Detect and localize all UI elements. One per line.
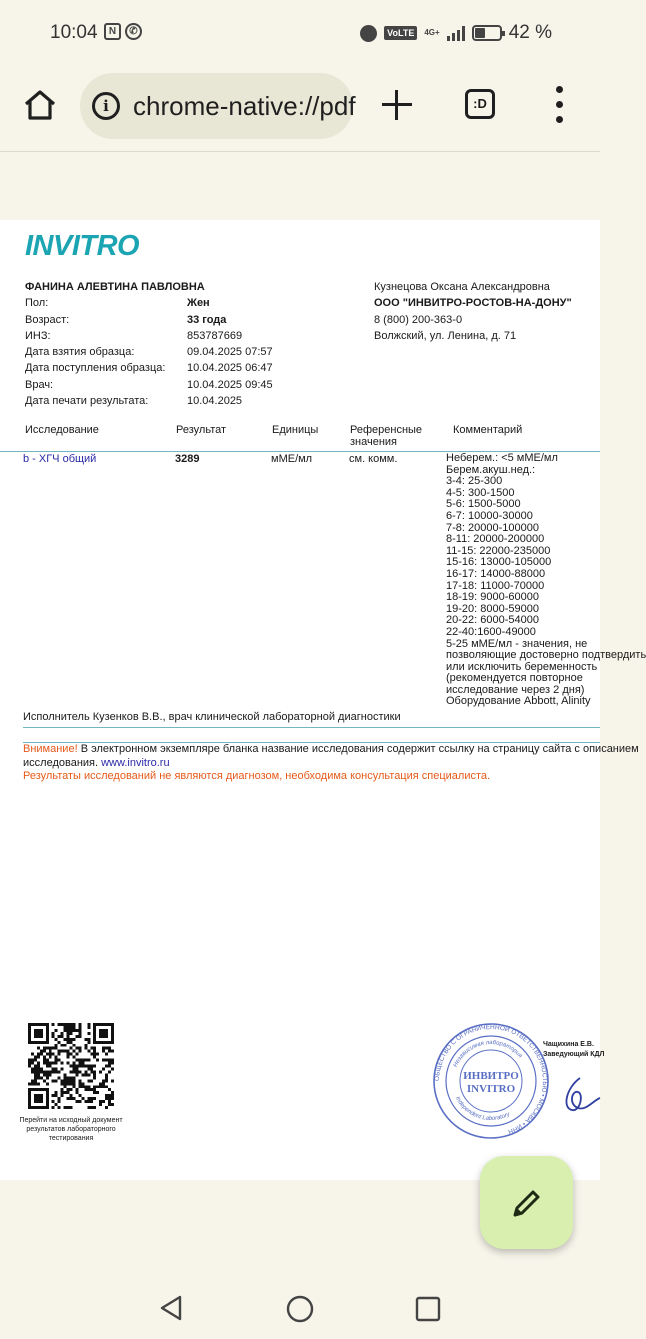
patient-row-value: 10.04.2025 <box>187 395 243 408</box>
comment-line: 20-22: 6000-54000 <box>446 614 539 627</box>
results-table-header <box>0 424 600 452</box>
signer-name: Чащихина Е.В. <box>543 1041 594 1048</box>
patient-row-label: Дата взятия образца: <box>25 346 135 359</box>
comment-line: (рекомендуется повторное <box>446 672 583 685</box>
test-reference: см. комм. <box>349 453 398 465</box>
viber-icon: ✆ <box>125 23 142 40</box>
battery-icon <box>472 25 502 41</box>
home-icon <box>22 87 58 123</box>
patient-name: ФАНИНА АЛЕВТИНА ПАВЛОВНА <box>25 281 205 293</box>
header-reference <box>350 424 422 448</box>
pencil-icon <box>510 1186 544 1220</box>
header-reference-line2: значения <box>350 436 398 448</box>
url-text[interactable]: chrome-native://pdf <box>133 91 356 121</box>
comment-line: 4-5: 300-1500 <box>446 486 515 499</box>
system-nav-bar <box>0 1270 600 1339</box>
notice-text: В электронном экземпляре бланка название исследования содержит ссылку на страницу сайта с описанием <box>77 743 639 755</box>
signer <box>543 1040 604 1060</box>
notice-block <box>23 742 639 784</box>
patient-row-label: Пол: <box>25 297 49 310</box>
stamp-ring-text: ОБЩЕСТВО С ОГРАНИЧЕННОЙ ОТВЕТСТВЕННОСТЬЮ • МОСКВА • ИНН <box>433 1023 549 1135</box>
patient-row-value: Жен <box>187 297 210 310</box>
clinic-info <box>374 279 572 344</box>
patient-row-label: Возраст: <box>25 313 70 326</box>
comment-line: 17-18: 11000-70000 <box>446 579 545 592</box>
signal-icon <box>447 25 465 41</box>
comment-line: 15-16: 13000-105000 <box>446 556 552 569</box>
patient-row-value: 10.04.2025 06:47 <box>187 362 273 375</box>
clinic-phone: 8 (800) 200-363-0 <box>374 313 463 326</box>
test-units: мМЕ/мл <box>271 453 313 465</box>
new-tab-button[interactable] <box>380 88 414 122</box>
notice-warning: Внимание! <box>23 743 78 755</box>
test-comment <box>446 453 646 708</box>
svg-text:Independent Laboratory <box>454 1096 512 1122</box>
stamp-inner-top: Независимая лаборатория <box>452 1039 523 1069</box>
patient-row <box>25 328 273 344</box>
patient-row <box>25 312 273 328</box>
performer-line: Исполнитель Кузенков В.В., врач клинической лабораторной диагностики <box>23 711 600 728</box>
network-type: 4G+ <box>424 28 440 37</box>
tab-switcher-button[interactable]: :D <box>465 89 495 119</box>
alarm-icon <box>360 25 377 42</box>
browser-toolbar <box>0 68 600 152</box>
patient-row-value: 10.04.2025 09:45 <box>187 378 273 391</box>
comment-line: 19-20: 8000-59000 <box>446 602 539 615</box>
comment-line: исследование через 2 дня) <box>446 683 585 696</box>
back-icon[interactable] <box>158 1294 184 1322</box>
signature-icon <box>560 1070 600 1120</box>
patient-row-label: Дата печати результата: <box>25 395 149 408</box>
info-icon[interactable]: i <box>92 92 120 120</box>
pdf-page[interactable] <box>0 220 646 1180</box>
patient-row-label: Дата поступления образца: <box>25 362 166 375</box>
comment-line: 6-7: 10000-30000 <box>446 509 533 522</box>
nfc-icon: N <box>104 23 121 40</box>
qr-caption: Перейти на исходный документ результатов лабораторного тестирования <box>19 1117 123 1142</box>
stamp-center-2: INVITRO <box>466 1083 516 1095</box>
stamp-center-1: ИНВИТРО <box>463 1070 519 1082</box>
comment-line: 5-25 мМЕ/мл - значения, не <box>446 637 588 650</box>
edit-fab[interactable] <box>480 1156 573 1249</box>
clinic-address: Волжский, ул. Ленина, д. 71 <box>374 329 517 342</box>
comment-line: 18-19: 9000-60000 <box>446 591 539 604</box>
comment-line: 3-4: 25-300 <box>446 475 503 488</box>
patient-row <box>25 377 273 393</box>
header-test: Исследование <box>25 424 99 436</box>
notice-line2: исследования. <box>23 756 102 769</box>
svg-text:Независимая лаборатория <box>453 1040 524 1068</box>
patient-info <box>25 279 273 409</box>
home-button[interactable] <box>22 87 58 123</box>
clock: 10:04 <box>50 22 98 43</box>
patient-row <box>25 393 273 409</box>
comment-line: Неберем.: <5 мМЕ/мл <box>446 452 558 464</box>
qr-code[interactable] <box>28 1023 114 1109</box>
patient-row <box>25 360 273 376</box>
patient-row-value: 853787669 <box>187 329 243 342</box>
comment-line: Оборудование Abbott, Alinity <box>446 695 591 708</box>
test-name-link[interactable]: b - ХГЧ общий <box>23 453 97 465</box>
notice-disclaimer: Результаты исследований не являются диагнозом, необходима консультация специалиста. <box>23 770 491 782</box>
recents-icon[interactable] <box>414 1295 442 1323</box>
clinic-org: ООО "ИНВИТРО-РОСТОВ-НА-ДОНУ" <box>374 297 572 310</box>
stamp-inner-bottom: Independent Laboratory <box>453 1095 511 1123</box>
test-result: 3289 <box>175 453 200 465</box>
comment-line: 16-17: 14000-88000 <box>446 567 546 580</box>
comment-line: 7-8: 20000-100000 <box>446 521 539 534</box>
address-bar[interactable] <box>80 73 356 139</box>
comment-line: 22-40:1600-49000 <box>446 625 536 638</box>
patient-row <box>25 344 273 360</box>
comment-line: или исключить беременность <box>446 660 598 673</box>
volte-badge: VoLTE <box>384 26 417 40</box>
lab-stamp <box>430 1022 552 1140</box>
patient-row <box>25 295 273 311</box>
invitro-logo: INVITRO <box>25 230 140 262</box>
comment-line: позволяющие достоверно подтвердить <box>446 649 646 662</box>
comment-line: Берем.акуш.нед.: <box>446 463 536 476</box>
more-menu-button[interactable] <box>550 86 570 124</box>
comment-line: 11-15: 22000-235000 <box>446 544 551 557</box>
header-comment: Комментарий <box>453 424 523 436</box>
invitro-link[interactable]: www.invitro.ru <box>101 756 170 769</box>
header-result: Результат <box>176 424 227 436</box>
signer-role: Заведующий КДЛ <box>543 1051 605 1058</box>
header-reference-line1: Референсные <box>350 424 423 436</box>
patient-row-value: 33 года <box>187 313 227 326</box>
battery-percent: 42 % <box>508 22 552 43</box>
patient-row-label: ИНЗ: <box>25 329 51 342</box>
patient-row-value: 09.04.2025 07:57 <box>187 346 273 359</box>
home-icon[interactable] <box>285 1294 315 1324</box>
status-bar <box>0 0 600 68</box>
header-units: Единицы <box>272 424 319 436</box>
clinic-person: Кузнецова Оксана Александровна <box>374 281 550 293</box>
comment-line: 8-11: 20000-200000 <box>446 533 545 546</box>
patient-row-label: Врач: <box>25 378 54 391</box>
comment-line: 5-6: 1500-5000 <box>446 498 521 511</box>
